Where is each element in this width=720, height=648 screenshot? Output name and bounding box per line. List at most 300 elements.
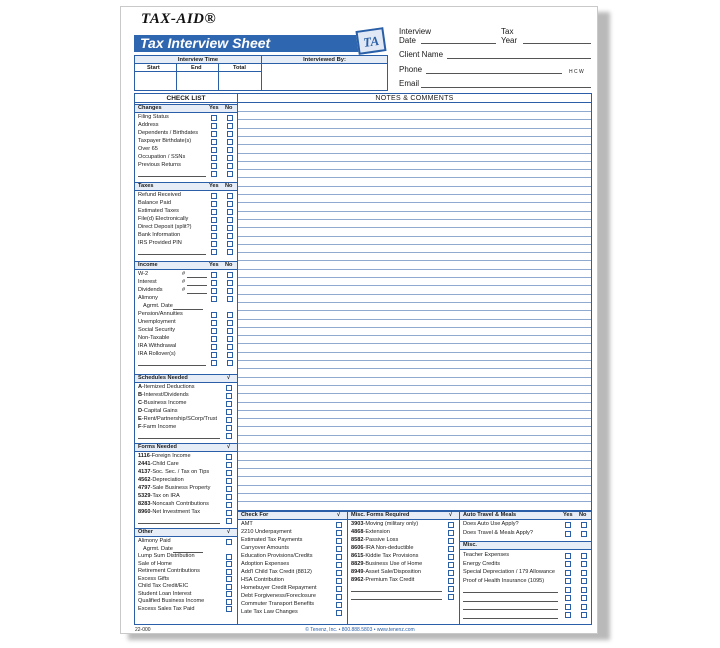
- other-item: Student Loan Interest: [138, 590, 192, 597]
- notes-line: [238, 294, 591, 295]
- taxes-item: Estimated Taxes: [138, 208, 179, 214]
- schedules-item: [138, 424, 176, 432]
- income-item: IRA Withdrawal: [138, 343, 177, 349]
- misc-forms-item-label: -Moving (military only): [363, 521, 419, 527]
- phone-label: Phone: [399, 65, 423, 74]
- misc-forms-item-code: 8962: [351, 577, 364, 583]
- misc-no-checkbox[interactable]: [581, 595, 587, 601]
- taxes-yes-checkbox[interactable]: [211, 225, 217, 231]
- misc-blank-field[interactable]: [463, 595, 558, 602]
- notes-line: [238, 460, 591, 461]
- check-for-checkbox[interactable]: [336, 610, 342, 616]
- auto-no-checkbox[interactable]: [581, 531, 587, 537]
- interviewed-by-header: Interviewed By:: [262, 56, 387, 64]
- income-no-checkbox[interactable]: [227, 272, 233, 278]
- forms-title: Forms Needed: [138, 443, 177, 450]
- auto-yes-checkbox[interactable]: [565, 531, 571, 537]
- forms-item-label: -Tax on IRA: [150, 493, 180, 499]
- schedules-checkbox[interactable]: [226, 433, 232, 439]
- misc-blank-field[interactable]: [463, 612, 558, 619]
- misc-forms-checkbox[interactable]: [448, 546, 454, 552]
- forms-checkbox[interactable]: [226, 502, 232, 508]
- taxes-yes-checkbox[interactable]: [211, 217, 217, 223]
- schedules-item-label: -Business Income: [142, 400, 187, 406]
- check-for-checkbox[interactable]: [336, 522, 342, 528]
- income-no-checkbox[interactable]: [227, 288, 233, 294]
- notes-line: [238, 343, 591, 344]
- other-checkbox[interactable]: [226, 584, 232, 590]
- misc-item: Teacher Expenses: [463, 552, 510, 558]
- schedules-checkbox[interactable]: [226, 385, 232, 391]
- misc-forms-item-label: -Business Use of Home: [363, 561, 423, 567]
- income-yes-checkbox[interactable]: [211, 296, 217, 302]
- forms-item-label: -Soc. Sec. / Tax on Tips: [150, 469, 210, 475]
- income-no-checkbox[interactable]: [227, 320, 233, 326]
- changes-item: Occupation / SSNs: [138, 154, 186, 160]
- misc-forms-checkbox[interactable]: [448, 594, 454, 600]
- notes-line: [238, 269, 591, 270]
- changes-no-checkbox[interactable]: [227, 171, 233, 177]
- taxes-item: Bank Information: [138, 232, 181, 238]
- schedules-item-label: -Interest/Dividends: [142, 392, 189, 398]
- changes-no-checkbox[interactable]: [227, 123, 233, 129]
- forms-checkbox[interactable]: [226, 470, 232, 476]
- misc-forms-blank-field[interactable]: [351, 585, 442, 592]
- check-for-item: Late Tax Law Changes: [241, 609, 298, 615]
- notes-line: [238, 451, 591, 452]
- taxes-no-checkbox[interactable]: [227, 201, 233, 207]
- check-for-checkbox[interactable]: [336, 594, 342, 600]
- misc-no-checkbox[interactable]: [581, 587, 587, 593]
- forms-item: [138, 461, 179, 469]
- check-for-item: Debt Forgiveness/Foreclosure: [241, 593, 316, 599]
- forms-checkbox[interactable]: [226, 518, 232, 524]
- notes-line: [238, 161, 591, 162]
- changes-blank-field[interactable]: [138, 170, 206, 177]
- changes-yes-checkbox[interactable]: [211, 163, 217, 169]
- ta-badge-icon: TA: [355, 27, 386, 55]
- income-no-checkbox[interactable]: [227, 312, 233, 318]
- misc-no-checkbox[interactable]: [581, 553, 587, 559]
- income-yes-checkbox[interactable]: [211, 320, 217, 326]
- income-amount-field[interactable]: [187, 287, 207, 294]
- misc-forms-item-label: -IRA Non-deductible: [363, 545, 414, 551]
- income-item: W-2: [138, 271, 149, 277]
- taxes-yes-checkbox[interactable]: [211, 209, 217, 215]
- notes-line: [238, 426, 591, 427]
- misc-item: Proof of Health Insurance (1095): [463, 577, 545, 584]
- misc-yes-checkbox[interactable]: [565, 595, 571, 601]
- notes-line: [238, 319, 591, 320]
- income-no-checkbox[interactable]: [227, 344, 233, 350]
- notes-line: [238, 252, 591, 253]
- misc-yes-checkbox[interactable]: [565, 604, 571, 610]
- forms-item: [138, 469, 209, 477]
- check-for-checkbox[interactable]: [336, 538, 342, 544]
- misc-no-checkbox[interactable]: [581, 604, 587, 610]
- forms-checkbox[interactable]: [226, 510, 232, 516]
- misc-forms-item: [351, 521, 418, 529]
- changes-yes-checkbox[interactable]: [211, 171, 217, 177]
- check-for-checkbox[interactable]: [336, 554, 342, 560]
- agreement-date-field[interactable]: [173, 303, 203, 310]
- misc-no-checkbox[interactable]: [581, 561, 587, 567]
- auto-no-label: No: [579, 511, 587, 518]
- taxes-blank-field[interactable]: [138, 248, 206, 255]
- check-for-checkbox[interactable]: [336, 602, 342, 608]
- notes-line: [238, 476, 591, 477]
- schedules-item-label: -Itemized Deductions: [142, 384, 195, 390]
- forms-checkbox[interactable]: [226, 478, 232, 484]
- misc-yes-checkbox[interactable]: [565, 612, 571, 618]
- notes-line: [238, 277, 591, 278]
- taxes-no-checkbox[interactable]: [227, 225, 233, 231]
- misc-forms-item: [351, 537, 398, 545]
- income-no-checkbox[interactable]: [227, 360, 233, 366]
- income-yes-checkbox[interactable]: [211, 336, 217, 342]
- misc-forms-checkbox[interactable]: [448, 586, 454, 592]
- schedules-item-code: F: [138, 424, 142, 430]
- check-for-item: HSA Contribution: [241, 577, 284, 583]
- misc-forms-item-code: 8582: [351, 537, 364, 543]
- interviewed-by-field[interactable]: [262, 64, 387, 90]
- notes-line: [238, 468, 591, 469]
- notes-line: [238, 260, 591, 261]
- taxes-no-checkbox[interactable]: [227, 193, 233, 199]
- other-checkbox[interactable]: [226, 591, 232, 597]
- schedules-item: [138, 384, 195, 392]
- col-divider: [459, 510, 460, 625]
- income-hash-label: #: [182, 279, 186, 285]
- notes-title: NOTES & COMMENTS: [238, 94, 591, 103]
- checklist-title: CHECK LIST: [135, 94, 237, 103]
- income-no-checkbox[interactable]: [227, 352, 233, 358]
- other-item: Lump Sum Distribution: [138, 553, 195, 559]
- income-yes-label: Yes: [209, 261, 219, 268]
- misc-blank-field[interactable]: [463, 586, 558, 593]
- changes-no-checkbox[interactable]: [227, 131, 233, 137]
- other-item: Child Tax Credit/EIC: [138, 583, 189, 589]
- misc-forms-checkbox[interactable]: [448, 570, 454, 576]
- misc-header: [460, 541, 591, 550]
- misc-yes-checkbox[interactable]: [565, 578, 571, 584]
- other-checkbox[interactable]: [226, 569, 232, 575]
- income-no-checkbox[interactable]: [227, 336, 233, 342]
- misc-no-checkbox[interactable]: [581, 612, 587, 618]
- misc-forms-item: [351, 529, 390, 537]
- form-code: 22-000: [135, 627, 151, 633]
- schedules-item-code: D: [138, 408, 143, 414]
- notes-line: [238, 368, 591, 369]
- schedules-checkbox[interactable]: [226, 409, 232, 415]
- start-time-field[interactable]: [135, 73, 176, 90]
- other-item: Sale of Home: [138, 560, 172, 567]
- notes-line: [238, 219, 591, 220]
- schedules-checkbox[interactable]: [226, 417, 232, 423]
- check-for-check-label: √: [337, 511, 341, 518]
- other-checkbox[interactable]: [226, 599, 232, 605]
- taxes-yes-checkbox[interactable]: [211, 249, 217, 255]
- schedules-item-code: B: [138, 392, 143, 398]
- forms-check-label: √: [227, 443, 231, 450]
- phone-field[interactable]: [426, 67, 562, 74]
- other-item: Retirement Contributions: [138, 568, 200, 574]
- forms-item-label: -Net Investment Tax: [150, 509, 201, 515]
- income-blank-field[interactable]: [138, 359, 206, 366]
- notes-line: [238, 236, 591, 237]
- income-amount-field[interactable]: [187, 279, 207, 286]
- misc-forms-checkbox[interactable]: [448, 530, 454, 536]
- taxes-yes-checkbox[interactable]: [211, 241, 217, 247]
- misc-forms-checkbox[interactable]: [448, 562, 454, 568]
- schedules-checkbox[interactable]: [226, 425, 232, 431]
- forms-checkbox[interactable]: [226, 462, 232, 468]
- income-hash-label: #: [182, 287, 186, 293]
- check-for-item: AMT: [241, 521, 253, 527]
- schedules-title: Schedules Needed: [138, 374, 188, 381]
- misc-forms-item-code: 8606: [351, 545, 364, 551]
- misc-forms-blank-field[interactable]: [351, 593, 442, 600]
- income-yes-checkbox[interactable]: [211, 344, 217, 350]
- income-no-checkbox[interactable]: [227, 280, 233, 286]
- auto-item: Does Travel & Meals Apply?: [463, 530, 533, 536]
- schedules-item-label: -Farm Income: [141, 424, 177, 430]
- misc-yes-checkbox[interactable]: [565, 561, 571, 567]
- misc-title: Misc.: [463, 541, 477, 548]
- tax-year-field[interactable]: [523, 37, 591, 44]
- check-for-item: Commuter Transport Benefits: [241, 601, 315, 607]
- auto-yes-checkbox[interactable]: [565, 522, 571, 528]
- check-for-item: Estimated Tax Payments: [241, 537, 303, 543]
- misc-no-checkbox[interactable]: [581, 578, 587, 584]
- forms-item-code: 5329: [138, 493, 151, 499]
- income-yes-checkbox[interactable]: [211, 328, 217, 334]
- changes-yes-label: Yes: [209, 104, 219, 111]
- schedules-check-label: √: [227, 374, 231, 381]
- misc-yes-checkbox[interactable]: [565, 587, 571, 593]
- schedules-item: [138, 392, 189, 400]
- income-item: Alimony: [138, 295, 158, 301]
- changes-no-checkbox[interactable]: [227, 155, 233, 161]
- income-title: Income: [138, 261, 158, 268]
- changes-yes-checkbox[interactable]: [211, 139, 217, 145]
- changes-no-checkbox[interactable]: [227, 139, 233, 145]
- changes-no-checkbox[interactable]: [227, 147, 233, 153]
- schedules-checkbox[interactable]: [226, 401, 232, 407]
- email-field[interactable]: [421, 81, 591, 88]
- misc-forms-checkbox[interactable]: [448, 538, 454, 544]
- check-for-checkbox[interactable]: [336, 562, 342, 568]
- notes-line: [238, 377, 591, 378]
- check-for-checkbox[interactable]: [336, 586, 342, 592]
- year-label: Year: [501, 36, 518, 45]
- notes-line: [238, 418, 591, 419]
- notes-line: [238, 327, 591, 328]
- income-yes-checkbox[interactable]: [211, 280, 217, 286]
- income-yes-checkbox[interactable]: [211, 360, 217, 366]
- income-no-label: No: [225, 261, 233, 268]
- changes-yes-checkbox[interactable]: [211, 115, 217, 121]
- forms-checkbox[interactable]: [226, 486, 232, 492]
- forms-item: [138, 493, 180, 501]
- date-label: Date: [399, 36, 416, 45]
- forms-item: [138, 501, 209, 509]
- notes-line: [238, 410, 591, 411]
- email-label: Email: [399, 79, 420, 88]
- total-time-field[interactable]: [219, 73, 261, 90]
- forms-item-code: 8960: [138, 509, 151, 515]
- income-hash-label: #: [182, 271, 186, 277]
- notes-line: [238, 144, 591, 145]
- misc-no-checkbox[interactable]: [581, 570, 587, 576]
- notes-line: [238, 385, 591, 386]
- forms-item-label: -Noncash Contributions: [150, 501, 209, 507]
- other-checkbox[interactable]: [226, 576, 232, 582]
- changes-yes-checkbox[interactable]: [211, 147, 217, 153]
- taxes-no-checkbox[interactable]: [227, 233, 233, 239]
- taxes-no-checkbox[interactable]: [227, 217, 233, 223]
- other-agreement-date-field[interactable]: [173, 546, 203, 553]
- notes-line: [238, 186, 591, 187]
- agreement-date-label: Agrmt. Date: [143, 303, 173, 309]
- misc-yes-checkbox[interactable]: [565, 570, 571, 576]
- interview-label: Interview: [399, 27, 432, 36]
- income-yes-checkbox[interactable]: [211, 272, 217, 278]
- forms-checkbox[interactable]: [226, 494, 232, 500]
- taxes-item: IRS Provided PIN: [138, 240, 182, 246]
- changes-item: Filing Status: [138, 114, 169, 120]
- taxes-no-checkbox[interactable]: [227, 209, 233, 215]
- schedules-checkbox[interactable]: [226, 393, 232, 399]
- misc-forms-item: [351, 545, 414, 553]
- misc-forms-item-code: 4868: [351, 529, 364, 535]
- changes-yes-checkbox[interactable]: [211, 123, 217, 129]
- changes-no-checkbox[interactable]: [227, 115, 233, 121]
- misc-forms-item-code: 3903: [351, 521, 364, 527]
- taxes-yes-checkbox[interactable]: [211, 201, 217, 207]
- misc-forms-check-label: √: [449, 511, 453, 518]
- check-for-item: Carryover Amounts: [241, 545, 289, 551]
- check-for-checkbox[interactable]: [336, 570, 342, 576]
- other-item: Excess Sales Tax Paid: [138, 605, 195, 612]
- forms-item-code: 4797: [138, 485, 151, 491]
- auto-no-checkbox[interactable]: [581, 522, 587, 528]
- other-item: Qualified Business Income: [138, 598, 205, 604]
- income-yes-checkbox[interactable]: [211, 352, 217, 358]
- forms-checkbox[interactable]: [226, 454, 232, 460]
- income-item: Dividends: [138, 287, 163, 293]
- taxes-item: Balance Paid: [138, 200, 171, 206]
- notes-line: [238, 211, 591, 212]
- misc-forms-checkbox[interactable]: [448, 522, 454, 528]
- end-label: End: [191, 65, 202, 71]
- misc-forms-item: [351, 577, 414, 585]
- changes-yes-checkbox[interactable]: [211, 155, 217, 161]
- other-checkbox[interactable]: [226, 561, 232, 567]
- check-for-item: Education Provisions/Credits: [241, 553, 313, 559]
- other-item: Alimony Paid: [138, 538, 171, 544]
- misc-forms-item: [351, 561, 422, 569]
- income-item: Non-Taxable: [138, 335, 170, 341]
- misc-forms-checkbox[interactable]: [448, 554, 454, 560]
- phone-type-hcw: H C W: [569, 69, 584, 75]
- income-item: Interest: [138, 279, 157, 285]
- notes-line: [238, 202, 591, 203]
- date-field[interactable]: [421, 37, 496, 44]
- notes-line: [238, 501, 591, 502]
- taxes-yes-checkbox[interactable]: [211, 233, 217, 239]
- misc-item: Special Depreciation / 179 Allowance: [463, 569, 556, 575]
- schedules-item-label: -Rent/Partnership/SCorp/Trust: [141, 416, 218, 422]
- check-for-checkbox[interactable]: [336, 530, 342, 536]
- income-item: IRA Rollover(s): [138, 351, 176, 357]
- income-no-checkbox[interactable]: [227, 328, 233, 334]
- changes-item: Taxpayer Birthdate(s): [138, 138, 192, 144]
- income-yes-checkbox[interactable]: [211, 288, 217, 294]
- misc-forms-item-label: -Passive Loss: [363, 537, 399, 543]
- misc-forms-item-code: 8829: [351, 561, 364, 567]
- misc-forms-item-label: -Premium Tax Credit: [363, 577, 415, 583]
- notes-line: [238, 310, 591, 311]
- tax-label: Tax: [501, 27, 514, 36]
- changes-item: Address: [138, 122, 159, 128]
- auto-title: Auto Travel & Meals: [463, 511, 517, 518]
- end-time-field[interactable]: [177, 73, 218, 90]
- start-label: Start: [147, 65, 160, 71]
- misc-forms-checkbox[interactable]: [448, 578, 454, 584]
- logo: TAX-AID®: [141, 11, 217, 27]
- check-for-checkbox[interactable]: [336, 546, 342, 552]
- other-checkbox[interactable]: [226, 554, 232, 560]
- notes-line: [238, 227, 591, 228]
- check-for-item: Adoption Expenses: [241, 561, 290, 567]
- schedules-blank-field[interactable]: [138, 432, 220, 439]
- taxes-yes-label: Yes: [209, 182, 219, 189]
- misc-forms-item-code: 8615: [351, 553, 364, 559]
- misc-forms-title: Misc. Forms Required: [351, 511, 410, 518]
- changes-title: Changes: [138, 104, 162, 111]
- misc-blank-field[interactable]: [463, 603, 558, 610]
- forms-item: [138, 477, 184, 485]
- other-checkbox[interactable]: [226, 606, 232, 612]
- changes-item: Dependents / Birthdates: [138, 130, 199, 136]
- taxes-item: Direct Deposit (split?): [138, 224, 192, 230]
- notes-line: [238, 302, 591, 303]
- client-name-field[interactable]: [447, 52, 591, 59]
- income-amount-field[interactable]: [187, 271, 207, 278]
- taxes-yes-checkbox[interactable]: [211, 193, 217, 199]
- income-yes-checkbox[interactable]: [211, 312, 217, 318]
- notes-line: [238, 177, 591, 178]
- client-name-label: Client Name: [399, 50, 444, 59]
- forms-item-code: 4137: [138, 469, 151, 475]
- income-no-checkbox[interactable]: [227, 296, 233, 302]
- income-item: Unemployment: [138, 319, 176, 325]
- changes-no-checkbox[interactable]: [227, 163, 233, 169]
- notes-line: [238, 443, 591, 444]
- forms-blank-field[interactable]: [138, 517, 220, 524]
- other-checkbox[interactable]: [226, 539, 232, 545]
- changes-yes-checkbox[interactable]: [211, 131, 217, 137]
- taxes-no-checkbox[interactable]: [227, 241, 233, 247]
- taxes-title: Taxes: [138, 182, 154, 189]
- taxes-no-checkbox[interactable]: [227, 249, 233, 255]
- misc-forms-item-code: 8949: [351, 569, 364, 575]
- check-for-item: Homebuyer Credit Repayment: [241, 585, 317, 591]
- misc-yes-checkbox[interactable]: [565, 553, 571, 559]
- forms-item-label: -Child Care: [150, 461, 179, 467]
- check-for-checkbox[interactable]: [336, 578, 342, 584]
